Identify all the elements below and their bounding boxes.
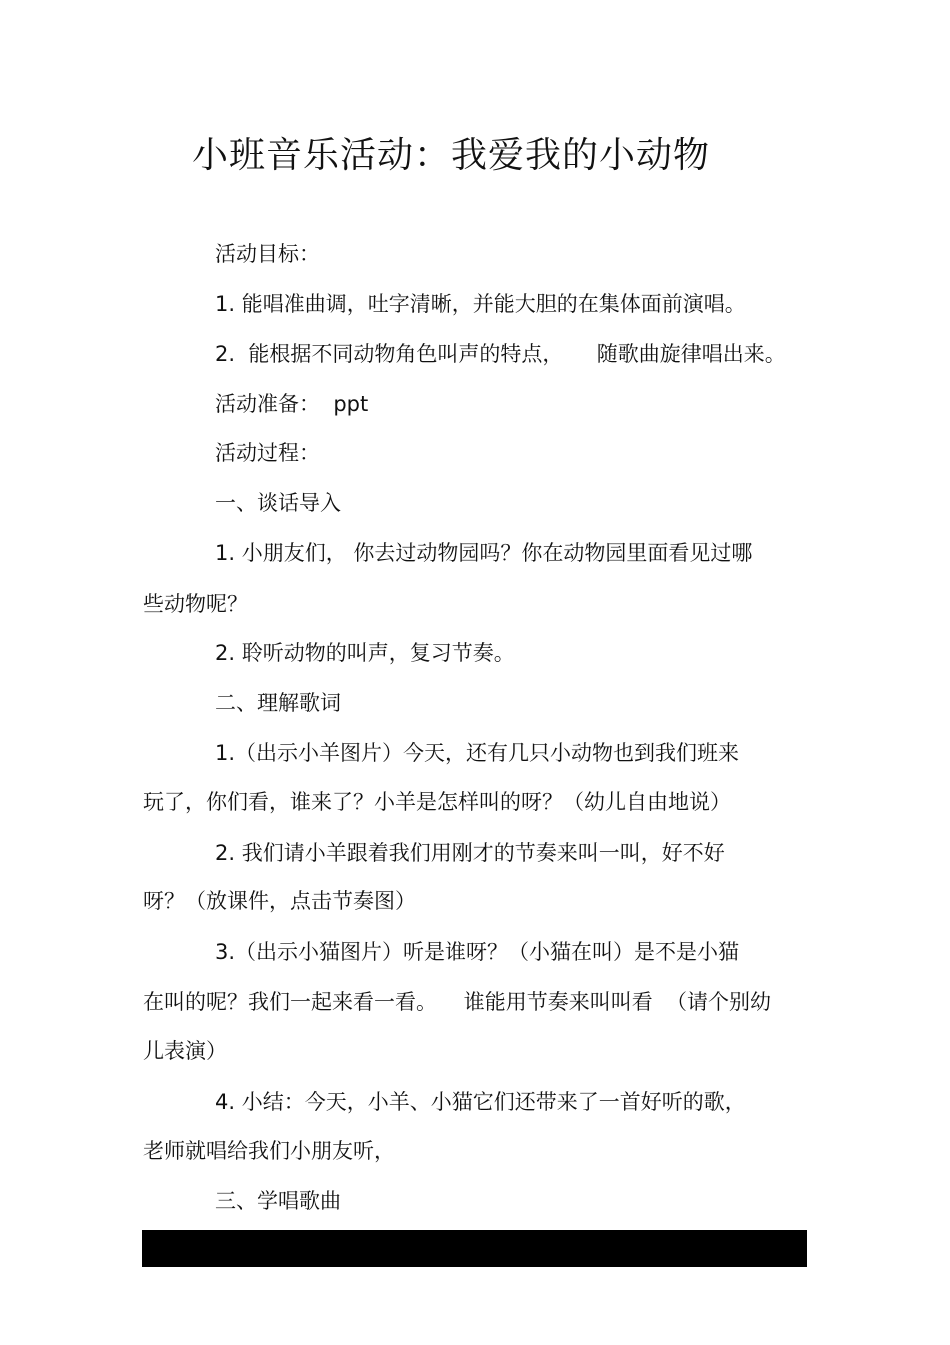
preparation-line: 活动准备： ppt bbox=[215, 392, 369, 416]
step-heading-2: 二、理解歌词 bbox=[215, 691, 341, 715]
goal-item-2: 2. 能根据不同动物角色叫声的特点， 随歌曲旋律唱出来。 bbox=[215, 342, 786, 366]
section-heading-goals: 活动目标： bbox=[215, 242, 320, 266]
paragraph-line: 玩了，你们看，谁来了？小羊是怎样叫的呀？（幼儿自由地说） bbox=[143, 790, 731, 814]
step-heading-3: 三、学唱歌曲 bbox=[215, 1189, 341, 1213]
paragraph-line: 1.（出示小羊图片）今天，还有几只小动物也到我们班来 bbox=[215, 741, 740, 765]
paragraph-line: 1. 小朋友们， 你去过动物园吗？你在动物园里面看见过哪 bbox=[215, 541, 753, 565]
paragraph-line: 儿表演） bbox=[143, 1039, 227, 1063]
paragraph-line: 老师就唱给我们小朋友听， bbox=[143, 1139, 395, 1163]
paragraph-line: 2. 聆听动物的叫声，复习节奏。 bbox=[215, 641, 515, 665]
paragraph-line: 在叫的呢？我们一起来看一看。 谁能用节奏来叫叫看 （请个别幼 bbox=[143, 990, 772, 1014]
goal-item-1: 1. 能唱准曲调，吐字清晰，并能大胆的在集体面前演唱。 bbox=[215, 292, 746, 316]
paragraph-line: 3.（出示小猫图片）听是谁呀？（小猫在叫）是不是小猫 bbox=[215, 940, 740, 964]
paragraph-line: 4. 小结：今天，小羊、小猫它们还带来了一首好听的歌， bbox=[215, 1090, 746, 1114]
section-heading-process: 活动过程： bbox=[215, 441, 320, 465]
paragraph-line: 呀？（放课件，点击节奏图） bbox=[143, 889, 416, 913]
redaction-bar bbox=[142, 1230, 807, 1267]
step-heading-1: 一、谈话导入 bbox=[215, 491, 341, 515]
paragraph-line: 些动物呢？ bbox=[143, 592, 248, 616]
document-title: 小班音乐活动：我爱我的小动物 bbox=[192, 135, 711, 176]
paragraph-line: 2. 我们请小羊跟着我们用刚才的节奏来叫一叫，好不好 bbox=[215, 841, 725, 865]
